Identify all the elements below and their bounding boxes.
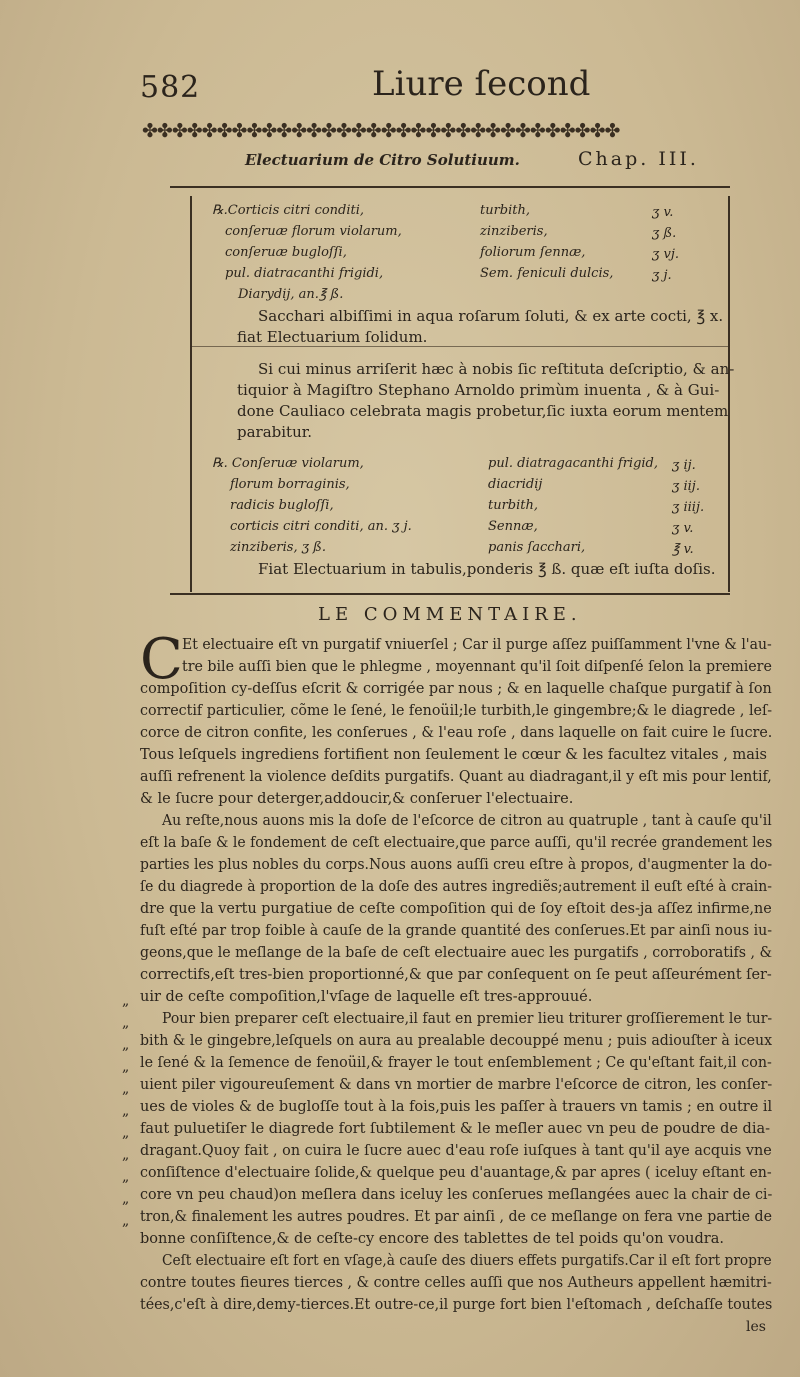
quote-mark: „ xyxy=(122,1103,130,1119)
catchword: les xyxy=(746,1319,766,1335)
text-line: ſe du diagrede à proportion de la doſe des autres ingrediẽs;autrement il euſt eſté à crain- xyxy=(140,879,772,895)
text-line: uient piler vigoureuſement & dans vn mortier de marbre l'eſcorce de citron, les conſer- xyxy=(140,1077,773,1093)
recipe2-col1-line: zinziberis, ʒ ß. xyxy=(230,540,326,555)
text-line: tées,c'eſt à dire,demy-tierces.Et outre-ce,il purge fort bien l'eſtomach , deſchaſſe toutes xyxy=(140,1297,773,1313)
recipe1-dose: ʒ j. xyxy=(652,268,672,283)
recipe2-dose: ʒ iij. xyxy=(672,479,700,494)
text-line: dre que la vertu purgatiue de ceſte compoſition qui de ſoy eſtoit des-ja aſſez infirme,ne xyxy=(140,901,772,917)
text-line: compoſition cy-deſſus eſcrit & corrigée par nous ; & en laquelle chaſque purgatif à ſon xyxy=(140,681,772,697)
text-line: auſſi refrenent la violence deſdits purgatifs. Quant au diadragant,il y eſt mis pour lentif, xyxy=(140,769,772,785)
recipe2-dose: ʒ ij. xyxy=(672,458,696,473)
text-line: le ſené & la ſemence de fenoüil,& frayer le tout enſemblement ; Ce qu'eſtant fait,il con- xyxy=(140,1055,772,1071)
text-line: ues de violes & de bugloſſe tout à la fois,puis les paſſer à trauers vn tamis ; en outre il xyxy=(140,1099,773,1115)
quote-mark: „ xyxy=(122,1059,130,1075)
recipe2-dose: ℥ v. xyxy=(672,542,694,557)
recipe1-col1-line: pul. diatracanthi frigidi, xyxy=(225,266,384,281)
text-line: tron,& finalement les autres poudres. Et par ainſi , de ce meſlange on fera vne partie de xyxy=(140,1209,772,1225)
quote-mark: „ xyxy=(122,1191,130,1207)
quote-mark: „ xyxy=(122,1081,130,1097)
recipe2-col2-line: turbith, xyxy=(488,498,539,513)
recipe2-fiat-line: Fiat Electuarium in tabulis,ponderis ℥ ß. quæ eſt iuſta doſis. xyxy=(258,560,716,578)
text-line: conſiſtence d'electuaire ſolide,& quelque peu d'auantage,& par apres ( iceluy eſtant en- xyxy=(140,1165,772,1181)
recipe1-dose: ʒ vj. xyxy=(652,247,679,262)
recipe2-col2-line: pul. diatragacanthi frigid, xyxy=(488,456,659,471)
text-line: geons,que le meſlange de la baſe de ceſt electuaire auec les purgatifs , corroboratifs , & xyxy=(140,945,773,961)
chapter-label: Chap. III. xyxy=(578,148,699,170)
text-line: bonne conſiſtence,& de ceſte-cy encore des tablettes de tel poids qu'on voudra. xyxy=(140,1231,724,1247)
recipe2-dose: ʒ iiij. xyxy=(672,500,705,515)
text-line: Tous leſquels ingrediens fortifient non ſeulement le cœur & les facultez vitales , mais xyxy=(140,747,767,763)
frame-bottom-rule xyxy=(170,593,730,595)
quote-mark: „ xyxy=(122,1213,130,1229)
recipe1-dose: ʒ v. xyxy=(652,205,674,220)
recipe2-col2-line: panis ſacchari, xyxy=(488,540,586,555)
recipe1-col1-line: Diarydij, an.℥ ß. xyxy=(238,287,344,302)
recipe2-dose: ʒ v. xyxy=(672,521,694,536)
recipe1-col1-line: ℞.Corticis citri conditi, xyxy=(212,203,365,218)
frame-mid-rule xyxy=(190,346,730,347)
text-line: parties les plus nobles du corps.Nous auons auſſi creu eſtre à propos, d'augmenter la do- xyxy=(140,857,773,873)
commentary-title: LE COMMENTAIRE. xyxy=(318,604,582,625)
recipe2-col2-line: diacridij xyxy=(488,477,543,492)
note-line: parabitur. xyxy=(237,423,313,441)
section-title: Electuarium de Citro Solutiuum. xyxy=(245,151,520,169)
recipe1-col1-line: conſeruæ florum violarum, xyxy=(225,224,402,239)
recipe2-col1-line: florum borraginis, xyxy=(230,477,350,492)
recipe1-col2-line: turbith, xyxy=(480,203,531,218)
frame-top-rule xyxy=(170,186,730,188)
recipe2-col1-line: corticis citri conditi, an. ʒ j. xyxy=(230,519,412,534)
drop-cap: C xyxy=(140,627,183,692)
text-line: & le ſucre pour deterger,addoucir,& conſeruer l'electuaire. xyxy=(140,791,574,807)
text-line: bith & le gingebre,leſquels on aura au prealable decouppé menu ; puis adiouſter à iceux xyxy=(140,1033,773,1049)
frame-left-rule xyxy=(190,196,192,592)
text-line: faut puluetiſer le diagrede fort ſubtilement & le meſler auec vn peu de poudre de dia- xyxy=(140,1121,771,1137)
text-line: Ceſt electuaire eſt fort en vſage,à cauſe des diuers effets purgatifs.Car il eſt fort propre xyxy=(162,1253,772,1269)
quote-mark: „ xyxy=(122,1037,130,1053)
recipe1-sugar-line: Sacchari albiſſimi in aqua roſarum ſoluti, & ex arte cocti, ℥ x. xyxy=(258,307,724,325)
quote-mark: „ xyxy=(122,1147,130,1163)
recipe2-col1-line: radicis bugloſſi, xyxy=(230,498,334,513)
text-line: corce de citron confite, les conſerues , & l'eau roſe , dans laquelle on fait cuire le ſucre. xyxy=(140,725,773,741)
text-line: Pour bien preparer ceſt electuaire,il faut en premier lieu triturer groſſierement le tur- xyxy=(162,1011,773,1027)
recipe1-col1-line: conſeruæ bugloſſi, xyxy=(225,245,347,260)
page-number: 582 xyxy=(140,70,201,105)
ornamental-border: ✤✤✤✤✤✤✤✤✤✤✤✤✤✤✤✤✤✤✤✤✤✤✤✤✤✤✤✤✤✤✤✤ xyxy=(142,120,620,142)
frame-right-rule xyxy=(728,196,730,592)
quote-mark: „ xyxy=(122,1169,130,1185)
recipe1-dose: ʒ ß. xyxy=(652,226,677,241)
note-line: Si cui minus arriſerit hæc à nobis ſic reſtituta deſcriptio, & an- xyxy=(258,360,735,378)
quote-mark: „ xyxy=(122,993,130,1009)
note-line: tiquior à Magiſtro Stephano Arnoldo primùm inuenta , & à Gui- xyxy=(237,381,720,399)
text-line: fuſt eſté par trop foible à cauſe de la grande quantité des conſerues.Et par ainſi nous iu- xyxy=(140,923,772,939)
running-title: Liure ſecond xyxy=(372,64,591,104)
text-line: Au reſte,nous auons mis la doſe de l'eſcorce de citron au quatruple , tant à cauſe qu'il xyxy=(162,813,772,829)
recipe2-col2-line: Sennæ, xyxy=(488,519,538,534)
quote-mark: „ xyxy=(122,1125,130,1141)
text-line: correctif particulier, cõme le ſené, le fenoüil;le turbith,le gingembre;& le diagrede , leſ- xyxy=(140,703,773,719)
text-line: eſt la baſe & le fondement de ceſt electuaire,que parce auſſi, qu'il recrée grandement les xyxy=(140,835,773,851)
recipe1-col2-line: zinziberis, xyxy=(480,224,548,239)
text-line: uir de ceſte compoſition,l'vſage de laquelle eſt tres-approuué. xyxy=(140,989,593,1005)
quote-mark: „ xyxy=(122,1015,130,1031)
text-line: dragant.Quoy fait , on cuira le ſucre auec d'eau roſe iuſques à tant qu'il aye acquis vne xyxy=(140,1143,772,1159)
recipe1-col2-line: Sem. feniculi dulcis, xyxy=(480,266,614,281)
text-line: correctifs,eſt tres-bien proportionné,& que par conſequent on ſe peut aſſeurément ſer- xyxy=(140,967,772,983)
text-line: Et electuaire eſt vn purgatif vniuerſel ; Car il purge aſſez puiſſamment l'vne & l'au- xyxy=(182,637,772,653)
text-line: tre bile auſſi bien que le phlegme , moyennant qu'il ſoit diſpenſé ſelon la premiere xyxy=(182,659,772,675)
recipe1-col2-line: foliorum ſennæ, xyxy=(480,245,586,260)
text-line: core vn peu chaud)on meſlera dans iceluy les conſerues meſlangées auec la chair de ci- xyxy=(140,1187,773,1203)
recipe2-col1-line: ℞. Conſeruæ violarum, xyxy=(212,456,364,471)
text-line: contre toutes fieures tierces , & contre celles auſſi que nos Autheurs appellent hæmitri- xyxy=(140,1275,772,1291)
note-line: done Cauliaco celebrata magis probetur,ſic iuxta eorum mentem xyxy=(237,402,729,420)
recipe1-fiat-line: fiat Electuarium ſolidum. xyxy=(237,328,428,346)
